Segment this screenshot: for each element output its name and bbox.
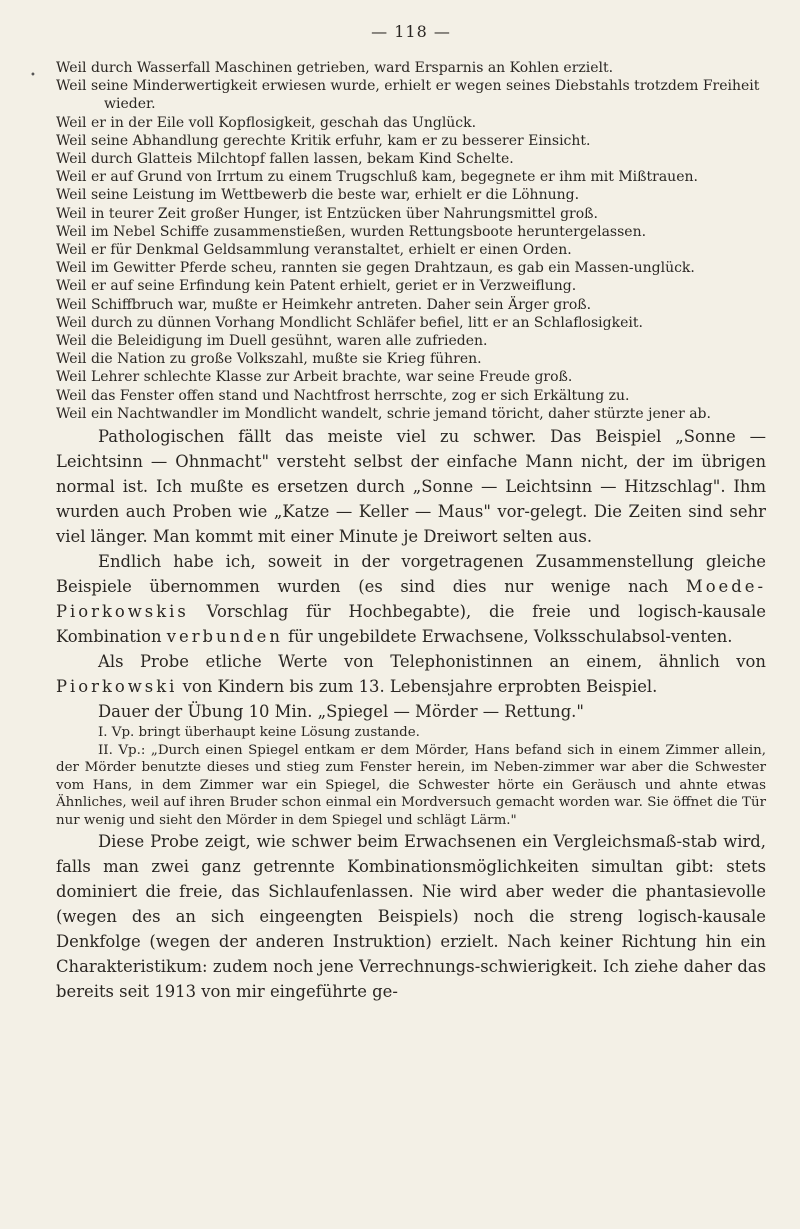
list-item: Weil seine Minderwertigkeit erwiesen wurde, erhielt er wegen seines Diebstahls trotzdem Freiheit wieder. xyxy=(56,78,760,113)
list-item: Weil er für Denkmal Geldsammlung veranstaltet, erhielt er einen Orden. xyxy=(56,242,572,259)
list-item: Weil Schiffbruch war, mußte er Heimkehr antreten. Daher sein Ärger groß. xyxy=(56,296,592,313)
exercise-duration: Dauer der Übung 10 Min. „Spiegel — Mörder — Rettung." xyxy=(98,702,584,722)
list-item: Weil die Nation zu große Volkszahl, mußte sie Krieg führen. xyxy=(56,351,482,368)
test-result-1: I. Vp. bringt überhaupt keine Lösung zustande. xyxy=(98,725,420,741)
list-item: Weil durch Wasserfall Maschinen getrieben, ward Ersparnis an Kohlen erzielt. xyxy=(56,60,614,76)
margin-dot: • xyxy=(30,70,36,81)
paragraph-text: für ungebildete Erwachsene, Volksschulabsol-venten. xyxy=(282,627,733,647)
paragraph-text: Endlich habe ich, soweit in der vorgetragenen Zusammenstellung gleiche Beispiele übernommen wurden (es sind dies nur wenige nach xyxy=(56,552,766,597)
author-name: Piorkowski xyxy=(56,677,178,697)
emphasis-word: verbunden xyxy=(166,627,283,647)
test-result-2: II. Vp.: „Durch einen Spiegel entkam er dem Mörder, Hans befand sich in einem Zimmer allein, der Mörder benutzte dieses und stieg zum Fenster herein, im Neben-zimmer war aber die Schwester vom Hans, in dem Zimmer war ein Spiegel, die Schwester hörte ein Geräusch und ahnte etwas Ähnliches, weil auf ihren Bruder schon einmal ein Mordversuch gemacht worden war. Sie öffnet die Tür nur wenig und sieht den Mörder in dem Spiegel und schlägt Lärm." xyxy=(56,742,766,828)
list-item: Weil ein Nachtwandler im Mondlicht wandelt, schrie jemand töricht, daher stürzte jener ab. xyxy=(56,405,711,422)
list-item: Weil die Beleidigung im Duell gesühnt, waren alle zufrieden. xyxy=(56,333,488,350)
list-item: Weil er auf seine Erfindung kein Patent erhielt, geriet er in Verzweiflung. xyxy=(56,278,577,295)
list-item: Weil seine Abhandlung gerechte Kritik erfuhr, kam er zu besserer Einsicht. xyxy=(56,132,591,149)
list-item: Weil im Nebel Schiffe zusammenstießen, wurden Rettungsboote heruntergelassen. xyxy=(56,223,647,240)
page-number: — 118 — xyxy=(371,22,451,41)
weil-sentence-list xyxy=(56,59,766,423)
list-item: Weil das Fenster offen stand und Nachtfrost herrschte, zog er sich Erkältung zu. xyxy=(56,387,630,404)
paragraph-pathologischen: Pathologischen fällt das meiste viel zu schwer. Das Beispiel „Sonne — Leichtsinn — Ohnmacht" versteht selbst der einfache Mann nicht, der im übrigen normal ist. Ich mußte es ersetzen durch „Sonne — Leichtsinn — Hitzschlag". Ihm wurden auch Proben wie „Katze — Keller — Maus" vor-gelegt. Die Zeiten sind sehr viel länger. Man kommt mit einer Minute je Dreiwort selten aus. xyxy=(56,427,766,547)
list-item: Weil durch zu dünnen Vorhang Mondlicht Schläfer befiel, litt er an Schlaflosigkeit. xyxy=(56,314,643,331)
list-item: Weil Lehrer schlechte Klasse zur Arbeit brachte, war seine Freude groß. xyxy=(56,369,573,386)
author-name: Moede-Piorkowskis xyxy=(56,577,766,622)
list-item: Weil er in der Eile voll Kopflosigkeit, geschah das Unglück. xyxy=(56,114,477,131)
paragraph-conclusion: Diese Probe zeigt, wie schwer beim Erwachsenen ein Vergleichsmaß-stab wird, falls man zwei ganz getrennte Kombinationsmöglichkeiten simultan gibt: stets dominiert die freie, das Sichlaufenlassen. Nie wird aber weder die phantasievolle (wegen des an sich eingeengten Beispiels) noch die streng logisch-kausale Denkfolge (wegen der anderen Instruktion) erzielt. Nach keiner Richtung hin ein Charakteristikum: zudem noch jene Verrechnungs-schwierigkeit. Ich ziehe daher das bereits seit 1913 von mir eingeführte ge- xyxy=(56,832,766,1002)
list-item: Weil in teurer Zeit großer Hunger, ist Entzücken über Nahrungsmittel groß. xyxy=(56,205,598,222)
paragraph-text: von Kindern bis zum 13. Lebensjahre erprobten Beispiel. xyxy=(177,677,658,697)
list-item: Weil im Gewitter Pferde scheu, rannten sie gegen Drahtzaun, es gab ein Massen-unglück. xyxy=(56,260,695,277)
paragraph-text: Vorschlag für Hochbegabte), die freie und logisch-kausale Kombination xyxy=(56,602,766,647)
paragraph-probe xyxy=(56,649,766,699)
paragraph-text: Als Probe etliche Werte von Telephonistinnen an einem, ähnlich von xyxy=(98,652,766,672)
paragraph-endlich xyxy=(56,549,766,649)
list-item: Weil seine Leistung im Wettbewerb die beste war, erhielt er die Löhnung. xyxy=(56,187,580,204)
list-item: Weil er auf Grund von Irrtum zu einem Trugschluß kam, begegnete er ihm mit Mißtrauen. xyxy=(56,169,698,186)
list-item: Weil durch Glatteis Milchtopf fallen lassen, bekam Kind Schelte. xyxy=(56,151,514,168)
